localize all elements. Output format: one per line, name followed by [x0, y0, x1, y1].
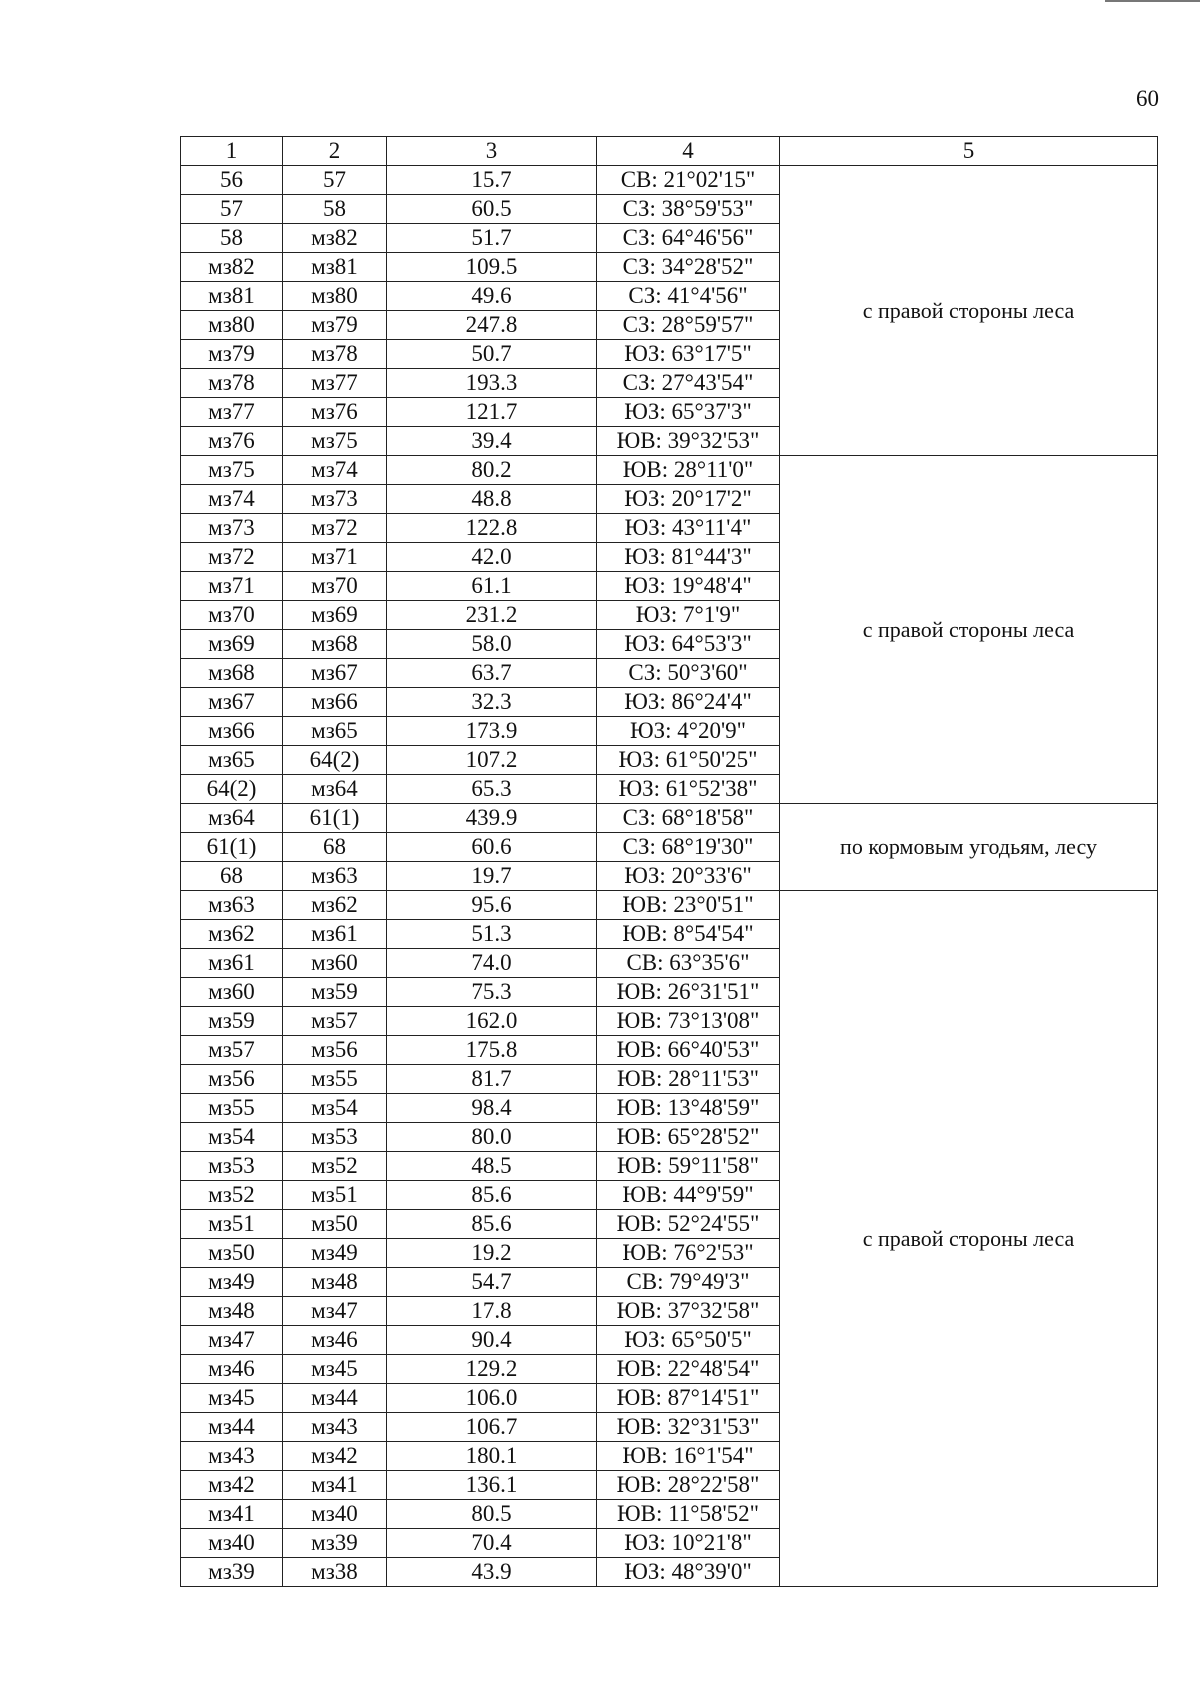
from-point-cell: мз62 — [181, 920, 283, 949]
bearing-cell: СЗ: 34°28'52" — [597, 253, 780, 282]
from-point-cell: мз49 — [181, 1268, 283, 1297]
bearing-cell: ЮВ: 28°22'58" — [597, 1471, 780, 1500]
to-point-cell: мз39 — [283, 1529, 387, 1558]
to-point-cell: 57 — [283, 166, 387, 195]
distance-cell: 85.6 — [387, 1210, 597, 1239]
to-point-cell: мз59 — [283, 978, 387, 1007]
bearing-cell: ЮЗ: 19°48'4" — [597, 572, 780, 601]
to-point-cell: мз82 — [283, 224, 387, 253]
to-point-cell: мз79 — [283, 311, 387, 340]
to-point-cell: мз69 — [283, 601, 387, 630]
to-point-cell: мз51 — [283, 1181, 387, 1210]
bearing-cell: ЮЗ: 81°44'3" — [597, 543, 780, 572]
from-point-cell: мз57 — [181, 1036, 283, 1065]
bearing-cell: ЮЗ: 64°53'3" — [597, 630, 780, 659]
distance-cell: 60.6 — [387, 833, 597, 862]
distance-cell: 80.2 — [387, 456, 597, 485]
from-point-cell: мз68 — [181, 659, 283, 688]
distance-cell: 121.7 — [387, 398, 597, 427]
bearing-cell: ЮЗ: 4°20'9" — [597, 717, 780, 746]
from-point-cell: мз60 — [181, 978, 283, 1007]
to-point-cell: мз52 — [283, 1152, 387, 1181]
distance-cell: 70.4 — [387, 1529, 597, 1558]
to-point-cell: мз67 — [283, 659, 387, 688]
from-point-cell: мз80 — [181, 311, 283, 340]
distance-cell: 43.9 — [387, 1558, 597, 1587]
distance-cell: 175.8 — [387, 1036, 597, 1065]
from-point-cell: мз69 — [181, 630, 283, 659]
bearing-cell: ЮВ: 73°13'08" — [597, 1007, 780, 1036]
bearing-cell: ЮВ: 13°48'59" — [597, 1094, 780, 1123]
from-point-cell: мз44 — [181, 1413, 283, 1442]
from-point-cell: мз78 — [181, 369, 283, 398]
bearing-cell: ЮВ: 52°24'55" — [597, 1210, 780, 1239]
bearing-cell: ЮВ: 39°32'53" — [597, 427, 780, 456]
bearing-cell: ЮВ: 16°1'54" — [597, 1442, 780, 1471]
distance-cell: 80.5 — [387, 1500, 597, 1529]
bearing-cell: ЮВ: 76°2'53" — [597, 1239, 780, 1268]
page-number: 60 — [1136, 86, 1159, 111]
distance-cell: 51.7 — [387, 224, 597, 253]
to-point-cell: мз45 — [283, 1355, 387, 1384]
from-point-cell: мз74 — [181, 485, 283, 514]
from-point-cell: мз70 — [181, 601, 283, 630]
table-body — [181, 166, 1158, 1587]
from-point-cell: мз82 — [181, 253, 283, 282]
from-point-cell: мз46 — [181, 1355, 283, 1384]
to-point-cell: 64(2) — [283, 746, 387, 775]
from-point-cell: мз52 — [181, 1181, 283, 1210]
distance-cell: 90.4 — [387, 1326, 597, 1355]
from-point-cell: мз61 — [181, 949, 283, 978]
to-point-cell: мз43 — [283, 1413, 387, 1442]
from-point-cell: мз56 — [181, 1065, 283, 1094]
distance-cell: 122.8 — [387, 514, 597, 543]
boundary-description-cell: по кормовым угодьям, лесу — [780, 804, 1158, 891]
distance-cell: 81.7 — [387, 1065, 597, 1094]
from-point-cell: мз47 — [181, 1326, 283, 1355]
distance-cell: 49.6 — [387, 282, 597, 311]
to-point-cell: мз42 — [283, 1442, 387, 1471]
from-point-cell: мз67 — [181, 688, 283, 717]
bearing-cell: ЮЗ: 65°50'5" — [597, 1326, 780, 1355]
to-point-cell: мз41 — [283, 1471, 387, 1500]
bearing-cell: СВ: 63°35'6" — [597, 949, 780, 978]
bearing-cell: ЮЗ: 65°37'3" — [597, 398, 780, 427]
bearing-cell: СЗ: 38°59'53" — [597, 195, 780, 224]
bearing-cell: СЗ: 41°4'56" — [597, 282, 780, 311]
from-point-cell: мз73 — [181, 514, 283, 543]
distance-cell: 63.7 — [387, 659, 597, 688]
from-point-cell: мз75 — [181, 456, 283, 485]
boundary-table — [180, 136, 1158, 1587]
bearing-cell: СЗ: 68°19'30" — [597, 833, 780, 862]
from-point-cell: мз81 — [181, 282, 283, 311]
distance-cell: 58.0 — [387, 630, 597, 659]
header-row — [181, 137, 1158, 166]
to-point-cell: мз47 — [283, 1297, 387, 1326]
distance-cell: 48.5 — [387, 1152, 597, 1181]
distance-cell: 106.7 — [387, 1413, 597, 1442]
distance-cell: 162.0 — [387, 1007, 597, 1036]
distance-cell: 107.2 — [387, 746, 597, 775]
distance-cell: 180.1 — [387, 1442, 597, 1471]
distance-cell: 54.7 — [387, 1268, 597, 1297]
from-point-cell: мз72 — [181, 543, 283, 572]
distance-cell: 32.3 — [387, 688, 597, 717]
boundary-description-cell: с правой стороны леса — [780, 891, 1158, 1587]
to-point-cell: 68 — [283, 833, 387, 862]
from-point-cell: мз66 — [181, 717, 283, 746]
to-point-cell: мз64 — [283, 775, 387, 804]
from-point-cell: мз41 — [181, 1500, 283, 1529]
boundary-description-cell: с правой стороны леса — [780, 166, 1158, 456]
from-point-cell: мз53 — [181, 1152, 283, 1181]
bearing-cell: ЮВ: 22°48'54" — [597, 1355, 780, 1384]
to-point-cell: мз76 — [283, 398, 387, 427]
bearing-cell: ЮЗ: 86°24'4" — [597, 688, 780, 717]
bearing-cell: СЗ: 27°43'54" — [597, 369, 780, 398]
distance-cell: 98.4 — [387, 1094, 597, 1123]
bearing-cell: ЮВ: 26°31'51" — [597, 978, 780, 1007]
bearing-cell: ЮВ: 23°0'51" — [597, 891, 780, 920]
to-point-cell: мз75 — [283, 427, 387, 456]
bearing-cell: ЮВ: 87°14'51" — [597, 1384, 780, 1413]
from-point-cell: мз40 — [181, 1529, 283, 1558]
bearing-cell: ЮЗ: 20°33'6" — [597, 862, 780, 891]
distance-cell: 136.1 — [387, 1471, 597, 1500]
header-col-3: 3 — [387, 137, 597, 166]
from-point-cell: мз71 — [181, 572, 283, 601]
bearing-cell: СЗ: 28°59'57" — [597, 311, 780, 340]
bearing-cell: СЗ: 50°3'60" — [597, 659, 780, 688]
from-point-cell: мз51 — [181, 1210, 283, 1239]
table-row — [181, 456, 1158, 485]
header-col-1: 1 — [181, 137, 283, 166]
table-row — [181, 891, 1158, 920]
table-row — [181, 166, 1158, 195]
distance-cell: 60.5 — [387, 195, 597, 224]
from-point-cell: мз42 — [181, 1471, 283, 1500]
bearing-cell: СВ: 21°02'15" — [597, 166, 780, 195]
table-header — [181, 137, 1158, 166]
to-point-cell: мз40 — [283, 1500, 387, 1529]
distance-cell: 231.2 — [387, 601, 597, 630]
to-point-cell: мз81 — [283, 253, 387, 282]
to-point-cell: мз56 — [283, 1036, 387, 1065]
bearing-cell: ЮВ: 59°11'58" — [597, 1152, 780, 1181]
from-point-cell: мз63 — [181, 891, 283, 920]
to-point-cell: мз61 — [283, 920, 387, 949]
distance-cell: 39.4 — [387, 427, 597, 456]
from-point-cell: мз64 — [181, 804, 283, 833]
to-point-cell: мз72 — [283, 514, 387, 543]
bearing-cell: ЮВ: 65°28'52" — [597, 1123, 780, 1152]
to-point-cell: 61(1) — [283, 804, 387, 833]
bearing-cell: ЮЗ: 48°39'0" — [597, 1558, 780, 1587]
to-point-cell: мз80 — [283, 282, 387, 311]
from-point-cell: 57 — [181, 195, 283, 224]
from-point-cell: 64(2) — [181, 775, 283, 804]
to-point-cell: мз78 — [283, 340, 387, 369]
bearing-cell: СЗ: 68°18'58" — [597, 804, 780, 833]
to-point-cell: мз71 — [283, 543, 387, 572]
to-point-cell: мз77 — [283, 369, 387, 398]
distance-cell: 106.0 — [387, 1384, 597, 1413]
bearing-cell: ЮВ: 66°40'53" — [597, 1036, 780, 1065]
boundary-description-cell: с правой стороны леса — [780, 456, 1158, 804]
bearing-cell: ЮЗ: 43°11'4" — [597, 514, 780, 543]
distance-cell: 129.2 — [387, 1355, 597, 1384]
to-point-cell: мз49 — [283, 1239, 387, 1268]
to-point-cell: мз57 — [283, 1007, 387, 1036]
from-point-cell: мз55 — [181, 1094, 283, 1123]
distance-cell: 15.7 — [387, 166, 597, 195]
distance-cell: 61.1 — [387, 572, 597, 601]
distance-cell: 75.3 — [387, 978, 597, 1007]
from-point-cell: мз43 — [181, 1442, 283, 1471]
from-point-cell: мз45 — [181, 1384, 283, 1413]
to-point-cell: мз68 — [283, 630, 387, 659]
to-point-cell: мз46 — [283, 1326, 387, 1355]
bearing-cell: ЮЗ: 10°21'8" — [597, 1529, 780, 1558]
from-point-cell: мз77 — [181, 398, 283, 427]
bearing-cell: ЮЗ: 63°17'5" — [597, 340, 780, 369]
from-point-cell: мз59 — [181, 1007, 283, 1036]
from-point-cell: мз65 — [181, 746, 283, 775]
to-point-cell: мз60 — [283, 949, 387, 978]
from-point-cell: мз76 — [181, 427, 283, 456]
bearing-cell: ЮВ: 8°54'54" — [597, 920, 780, 949]
bearing-cell: СВ: 79°49'3" — [597, 1268, 780, 1297]
distance-cell: 109.5 — [387, 253, 597, 282]
bearing-cell: ЮВ: 28°11'0" — [597, 456, 780, 485]
distance-cell: 19.2 — [387, 1239, 597, 1268]
from-point-cell: 61(1) — [181, 833, 283, 862]
header-col-5: 5 — [780, 137, 1158, 166]
to-point-cell: мз50 — [283, 1210, 387, 1239]
distance-cell: 95.6 — [387, 891, 597, 920]
distance-cell: 48.8 — [387, 485, 597, 514]
to-point-cell: мз48 — [283, 1268, 387, 1297]
from-point-cell: мз39 — [181, 1558, 283, 1587]
from-point-cell: мз50 — [181, 1239, 283, 1268]
to-point-cell: мз65 — [283, 717, 387, 746]
bearing-cell: ЮВ: 44°9'59" — [597, 1181, 780, 1210]
distance-cell: 17.8 — [387, 1297, 597, 1326]
from-point-cell: мз54 — [181, 1123, 283, 1152]
distance-cell: 439.9 — [387, 804, 597, 833]
distance-cell: 74.0 — [387, 949, 597, 978]
distance-cell: 50.7 — [387, 340, 597, 369]
to-point-cell: мз38 — [283, 1558, 387, 1587]
from-point-cell: мз79 — [181, 340, 283, 369]
bearing-cell: ЮВ: 32°31'53" — [597, 1413, 780, 1442]
from-point-cell: мз48 — [181, 1297, 283, 1326]
to-point-cell: мз73 — [283, 485, 387, 514]
from-point-cell: 58 — [181, 224, 283, 253]
distance-cell: 80.0 — [387, 1123, 597, 1152]
bearing-cell: СЗ: 64°46'56" — [597, 224, 780, 253]
to-point-cell: 58 — [283, 195, 387, 224]
distance-cell: 173.9 — [387, 717, 597, 746]
distance-cell: 51.3 — [387, 920, 597, 949]
to-point-cell: мз74 — [283, 456, 387, 485]
header-col-4: 4 — [597, 137, 780, 166]
distance-cell: 85.6 — [387, 1181, 597, 1210]
bearing-cell: ЮЗ: 61°52'38" — [597, 775, 780, 804]
to-point-cell: мз62 — [283, 891, 387, 920]
to-point-cell: мз70 — [283, 572, 387, 601]
bearing-cell: ЮЗ: 20°17'2" — [597, 485, 780, 514]
to-point-cell: мз66 — [283, 688, 387, 717]
distance-cell: 42.0 — [387, 543, 597, 572]
distance-cell: 247.8 — [387, 311, 597, 340]
table-row — [181, 804, 1158, 833]
top-edge-rule — [1105, 0, 1200, 2]
bearing-cell: ЮВ: 28°11'53" — [597, 1065, 780, 1094]
to-point-cell: мз53 — [283, 1123, 387, 1152]
to-point-cell: мз54 — [283, 1094, 387, 1123]
bearing-cell: ЮЗ: 7°1'9" — [597, 601, 780, 630]
to-point-cell: мз55 — [283, 1065, 387, 1094]
distance-cell: 19.7 — [387, 862, 597, 891]
to-point-cell: мз44 — [283, 1384, 387, 1413]
from-point-cell: 56 — [181, 166, 283, 195]
header-col-2: 2 — [283, 137, 387, 166]
bearing-cell: ЮВ: 37°32'58" — [597, 1297, 780, 1326]
to-point-cell: мз63 — [283, 862, 387, 891]
bearing-cell: ЮВ: 11°58'52" — [597, 1500, 780, 1529]
distance-cell: 193.3 — [387, 369, 597, 398]
from-point-cell: 68 — [181, 862, 283, 891]
bearing-cell: ЮЗ: 61°50'25" — [597, 746, 780, 775]
distance-cell: 65.3 — [387, 775, 597, 804]
